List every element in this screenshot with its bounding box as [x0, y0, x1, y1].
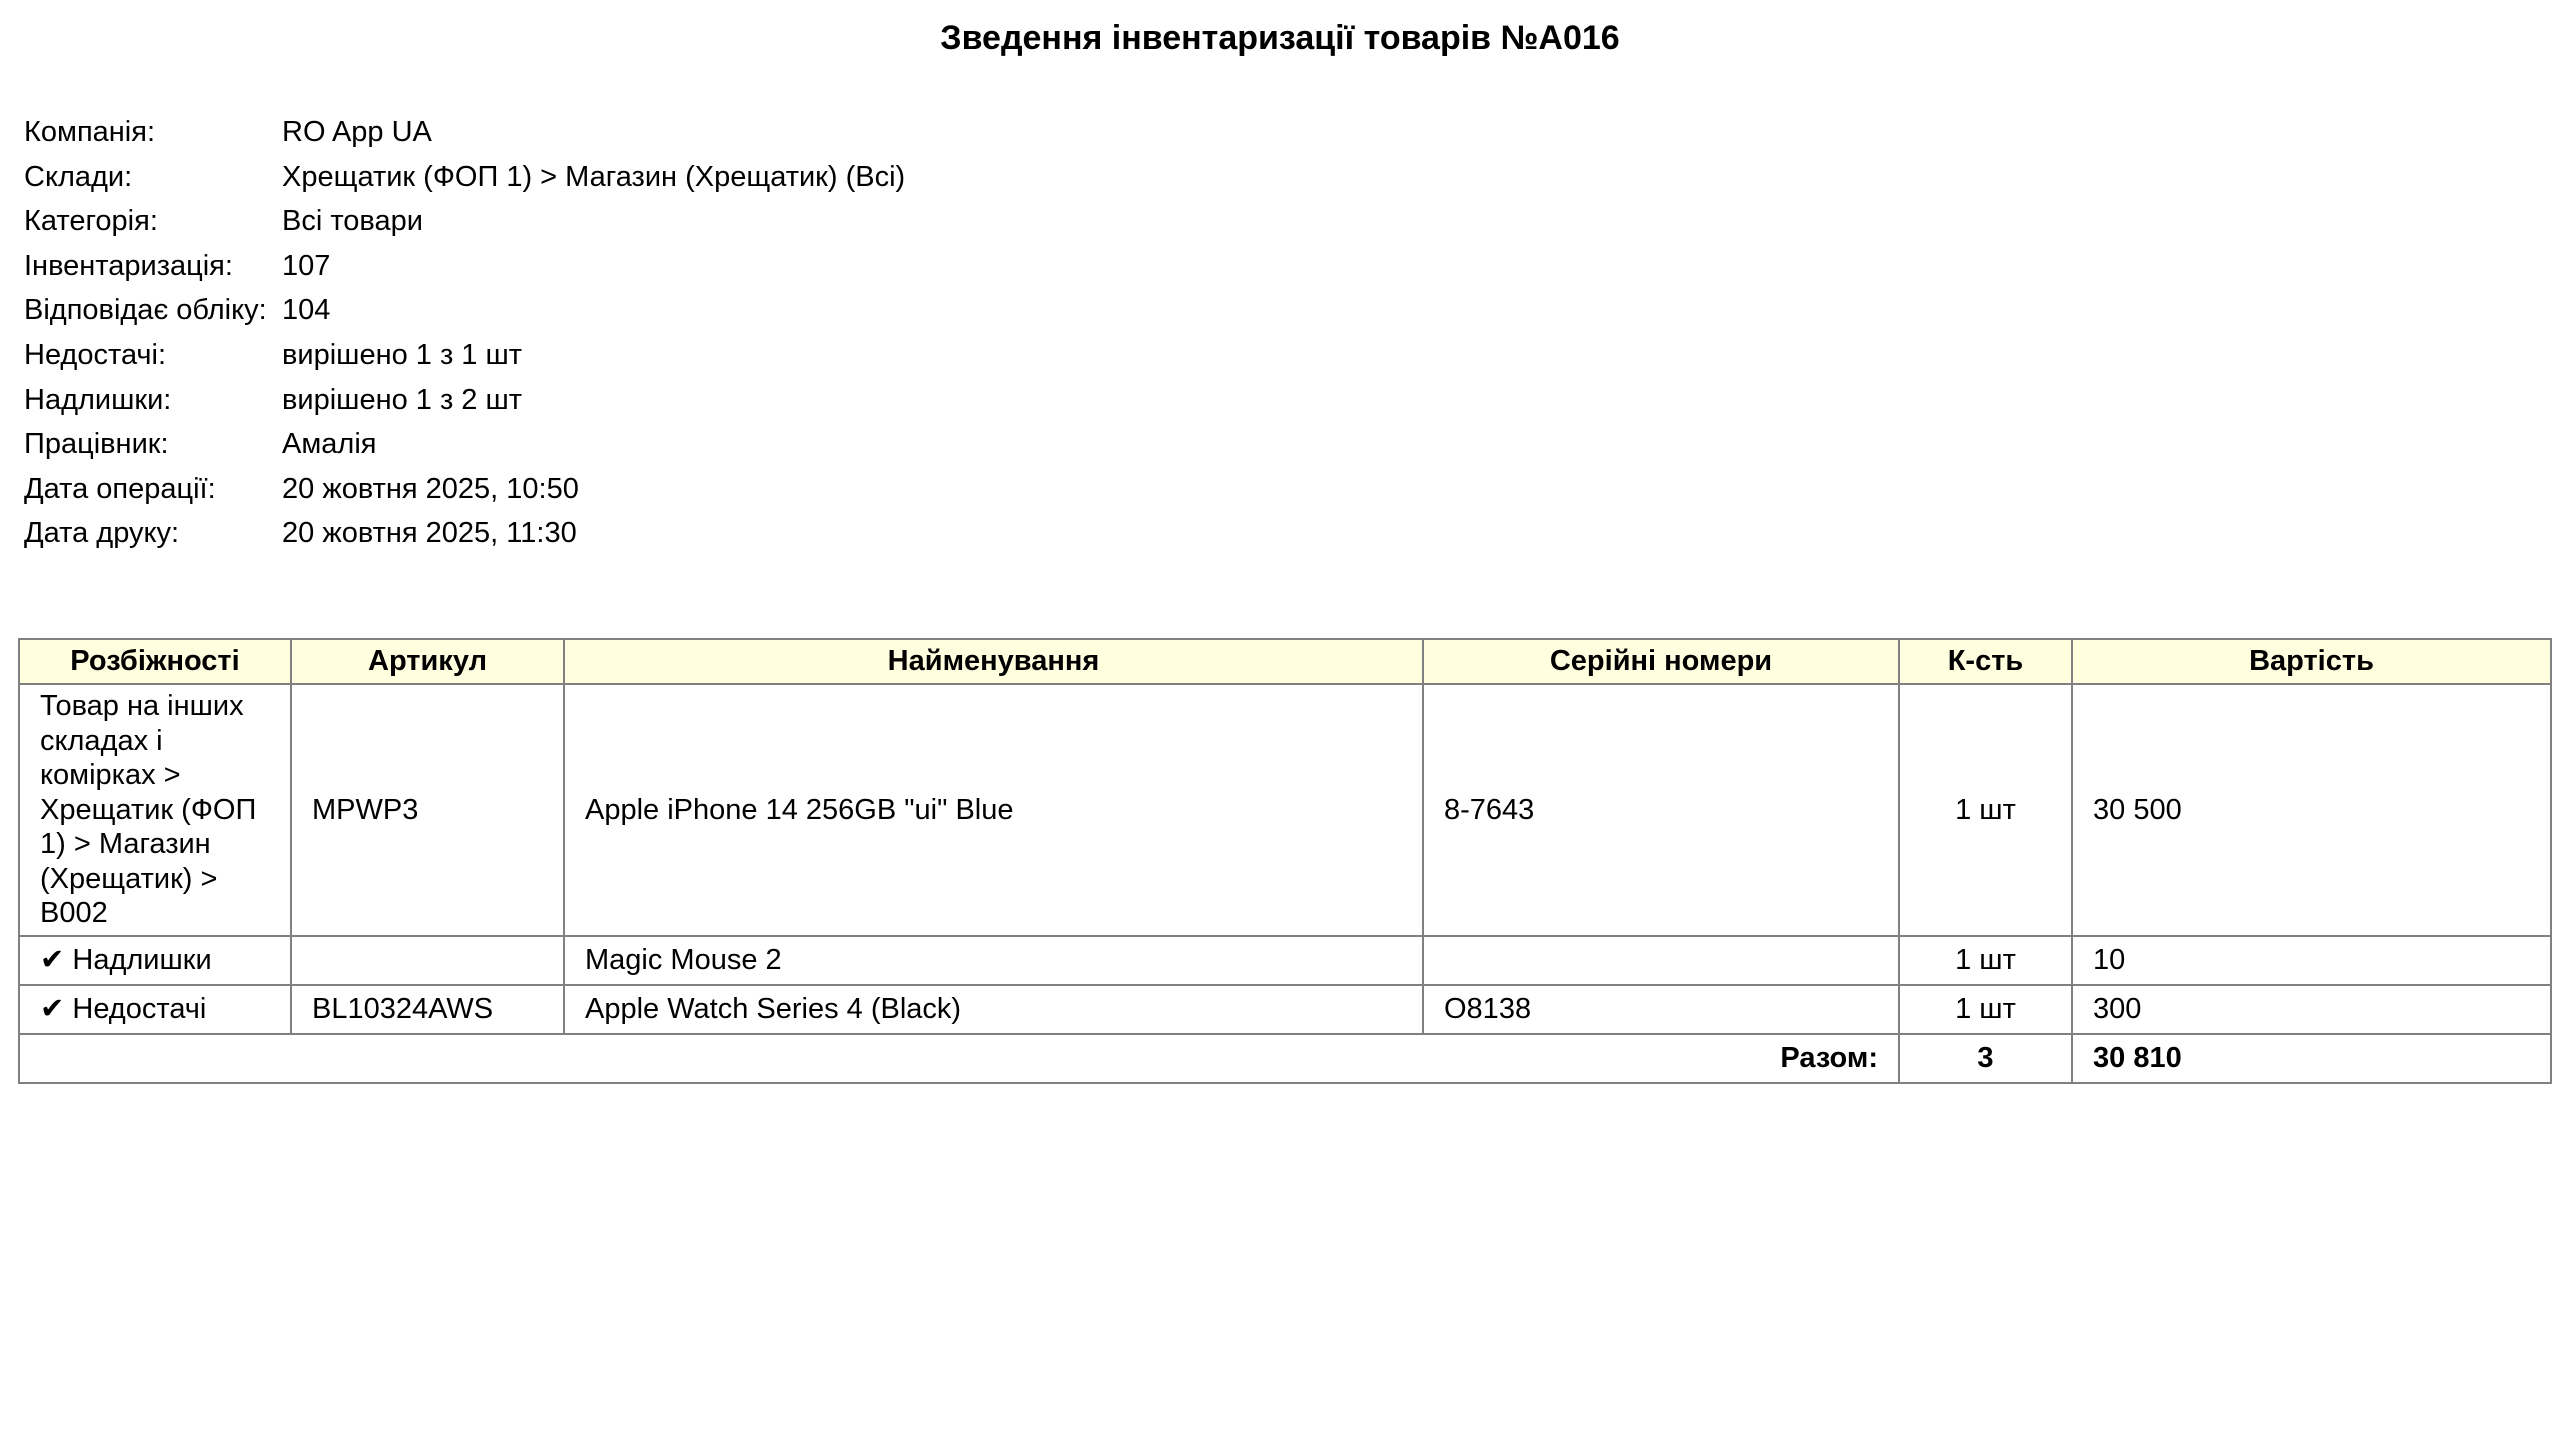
- table-row: [19, 684, 2551, 936]
- discrepancy-label: Недостачі: [72, 992, 207, 1025]
- info-label: Недостачі:: [24, 338, 167, 371]
- cost-cell: 30 500: [2072, 684, 2551, 936]
- info-row-category: [24, 199, 905, 244]
- cost-cell: 10: [2072, 936, 2551, 985]
- info-label: Компанія:: [24, 116, 156, 148]
- info-label: Надлишки:: [24, 383, 172, 416]
- info-label: Інвентаризація:: [24, 249, 233, 282]
- article-cell: MPWP3: [291, 684, 564, 936]
- header-serials: Серійні номери: [1423, 639, 1899, 684]
- article-cell: BL10324AWS: [291, 985, 564, 1034]
- info-value: 20 жовтня 2025, 10:50: [282, 472, 579, 505]
- info-row-surpluses: [24, 378, 905, 423]
- inventory-table: [18, 638, 2552, 1084]
- info-row-matches: [24, 288, 905, 333]
- qty-cell: 1 шт: [1899, 684, 2072, 936]
- info-row-warehouses: [24, 155, 905, 200]
- info-value: 107: [282, 249, 331, 282]
- info-label: Працівник:: [24, 428, 169, 461]
- header-qty: К-сть: [1899, 639, 2072, 684]
- serials-cell: O8138: [1423, 985, 1899, 1034]
- info-value: RO App UA: [282, 116, 432, 148]
- info-label: Склади:: [24, 160, 133, 193]
- info-label: Дата друку:: [24, 517, 180, 550]
- qty-cell: 1 шт: [1899, 936, 2072, 985]
- info-row-employee: [24, 422, 905, 467]
- info-row-operation-date: [24, 467, 905, 512]
- info-row-company: [24, 110, 905, 155]
- info-label: Дата операції:: [24, 472, 216, 505]
- info-table: [24, 110, 905, 556]
- info-value: 104: [282, 294, 331, 327]
- qty-cell: 1 шт: [1899, 985, 2072, 1034]
- name-cell: Apple Watch Series 4 (Black): [564, 985, 1423, 1034]
- page-title: Зведення інвентаризації товарів №A016: [940, 19, 1620, 57]
- name-cell: Magic Mouse 2: [564, 936, 1423, 985]
- header-name: Найменування: [564, 639, 1423, 684]
- total-label: Разом:: [19, 1034, 1899, 1083]
- discrepancy-cell: [19, 985, 291, 1034]
- info-row-print-date: [24, 511, 905, 556]
- serials-cell: [1423, 936, 1899, 985]
- info-label: Категорія:: [24, 205, 158, 238]
- info-row-inventory: [24, 244, 905, 289]
- serials-cell: 8-7643: [1423, 684, 1899, 936]
- info-row-shortages: [24, 333, 905, 378]
- info-value: вирішено 1 з 1 шт: [282, 338, 523, 371]
- article-cell: [291, 936, 564, 985]
- total-row: [19, 1034, 2551, 1083]
- discrepancy-label: Надлишки: [72, 943, 212, 976]
- info-label: Відповідає обліку:: [24, 294, 267, 327]
- total-qty: 3: [1899, 1034, 2072, 1083]
- info-value: вирішено 1 з 2 шт: [282, 383, 523, 416]
- info-value: Амалія: [282, 428, 377, 461]
- info-value: Хрещатик (ФОП 1) > Магазин (Хрещатик) (Всі): [282, 160, 906, 193]
- checkmark-icon: ✔: [40, 943, 65, 976]
- discrepancy-cell: [19, 936, 291, 985]
- table-row: [19, 936, 2551, 985]
- header-discrepancy: Розбіжності: [19, 639, 291, 684]
- info-value: 20 жовтня 2025, 11:30: [282, 517, 577, 550]
- name-cell: Apple iPhone 14 256GB "ui" Blue: [564, 684, 1423, 936]
- total-cost: 30 810: [2072, 1034, 2551, 1083]
- checkmark-icon: ✔: [40, 992, 65, 1025]
- table-row: [19, 985, 2551, 1034]
- header-article: Артикул: [291, 639, 564, 684]
- cost-cell: 300: [2072, 985, 2551, 1034]
- discrepancy-cell: Товар на інших складах і комірках > Хрещатик (ФОП 1) > Магазин (Хрещатик) > B002: [19, 684, 291, 936]
- header-cost: Вартість: [2072, 639, 2551, 684]
- info-value: Всі товари: [282, 205, 423, 238]
- table-header-row: [19, 639, 2551, 684]
